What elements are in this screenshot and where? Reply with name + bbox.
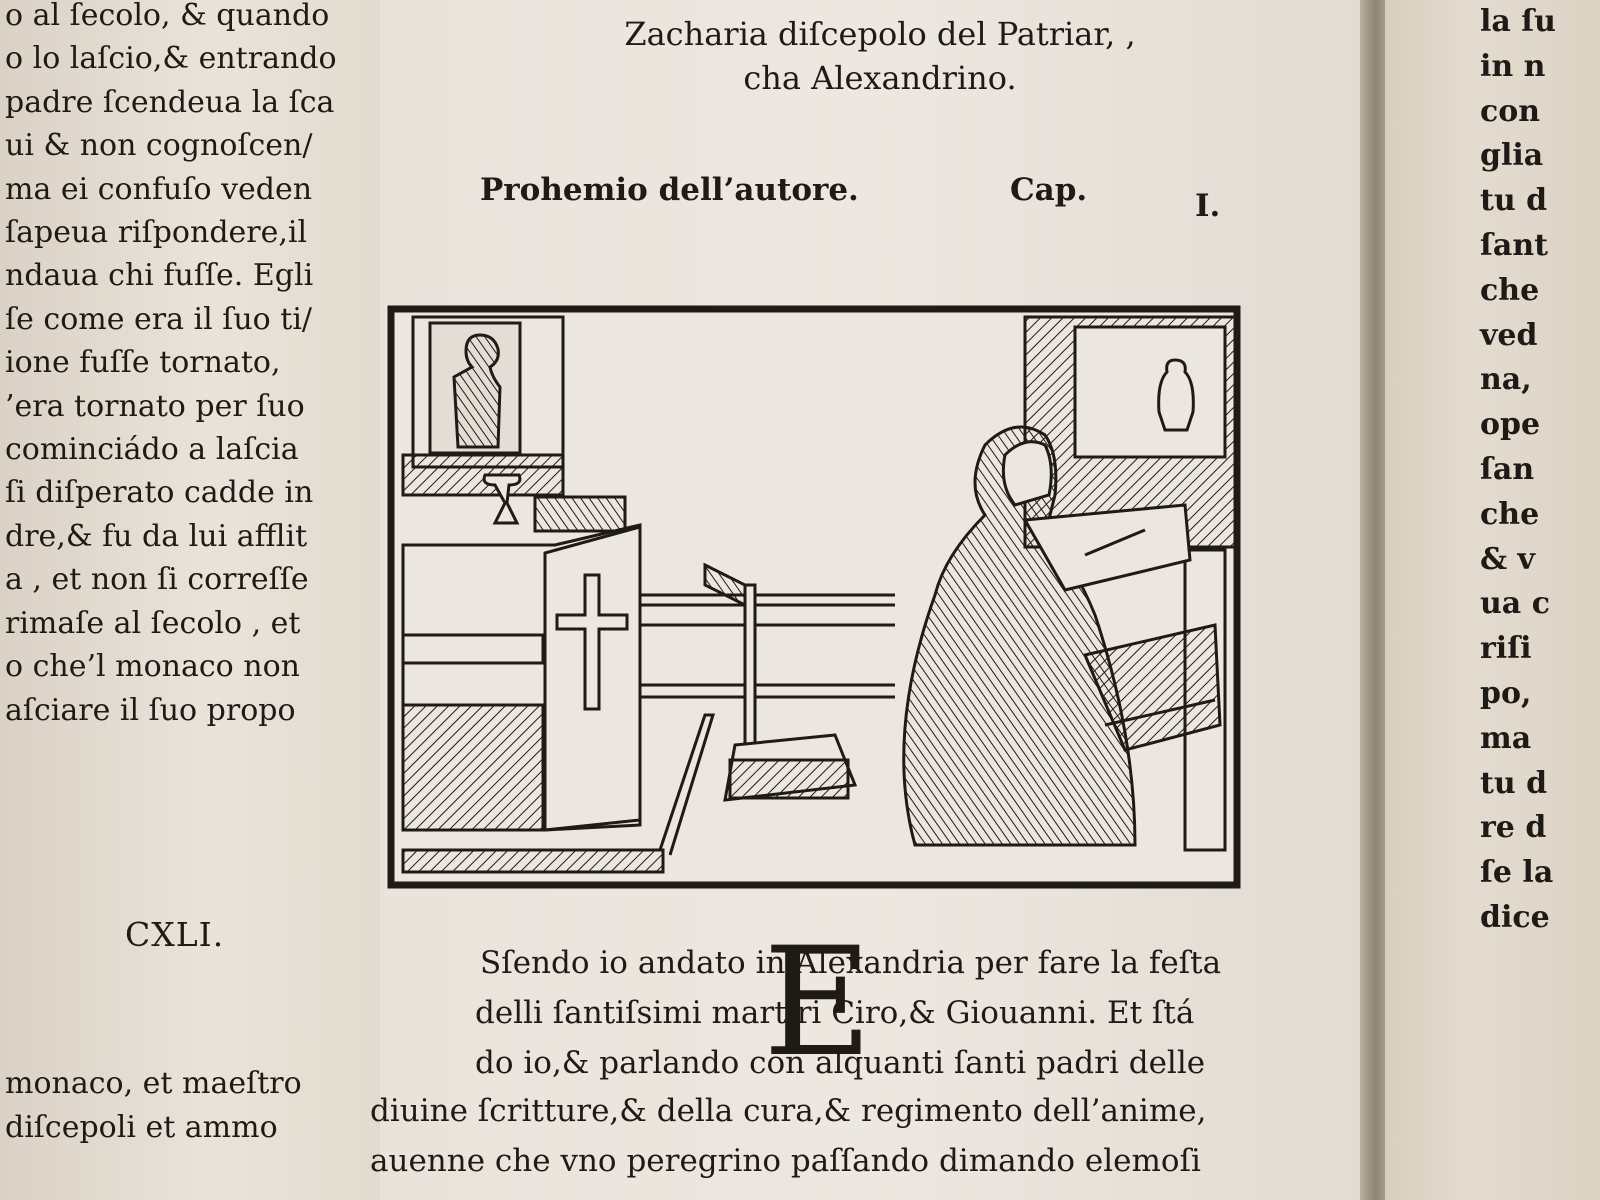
woodcut-illustration [385,305,1243,890]
text-line: padre ſcendeua la ſca [5,84,335,120]
text-line: ſan [1480,451,1535,487]
folio-number: CXLI. [125,915,225,954]
body-line: Sſendo io andato in Alexandria per fare la feſta [480,945,1222,981]
text-line: riſi [1480,631,1532,667]
heading-line: cha Alexandrino. [743,59,1017,97]
text-line: in n [1480,48,1546,84]
body-line: delli ſantiſsimi martiri Ciro,& Giouanni. Et ſtá [475,995,1195,1031]
text-line: ione fuſſe tornato, [5,345,281,381]
text-line: dice [1480,899,1550,935]
text-line: ui & non cognoſcen/ [5,128,313,164]
text-line: o lo laſcio,& entrando [5,41,337,77]
text-line: ope [1480,407,1541,443]
text-line: che [1480,496,1540,532]
chapter-number: I. [1195,188,1221,224]
chapter-heading [560,0,1200,100]
text-line: glia [1480,138,1544,174]
text-line: monaco, et maeſtro [5,1066,302,1101]
text-line: ved [1480,317,1538,353]
text-line: aſciare il ſuo propo [5,692,296,728]
right-page-text [1480,0,1556,941]
text-line: ua c [1480,586,1550,622]
right-page [1385,0,1600,1200]
left-page-lower-text [5,1062,302,1150]
text-line: o che’l monaco non [5,649,300,685]
text-line: po, [1480,675,1532,711]
text-line: ſant [1480,227,1549,263]
text-line: ma [1480,720,1532,756]
text-line: ſapeua riſpondere,il [5,215,308,251]
left-page-text [5,0,337,732]
text-line: ſi diſperato cadde in [5,475,314,511]
text-line: ndaua chi fuſſe. Egli [5,258,314,294]
text-line: ma ei confuſo veden [5,171,313,207]
text-line: ſe la [1480,855,1554,891]
text-line: con [1480,93,1541,129]
text-line: dre,& fu da lui afflit [5,518,308,554]
text-line: diſcepoli et ammo [5,1110,278,1145]
body-line: do io,& parlando con alquanti ſanti padri delle [475,1045,1206,1081]
text-line: tu d [1480,765,1548,801]
text-line: ſe come era il ſuo ti/ [5,301,313,337]
body-line: diuine ſcritture,& della cura,& regimento dell’anime, [370,1093,1207,1129]
body-line: auenne che vno peregrino paſſando dimando elemoſi [370,1143,1201,1179]
text-line: che [1480,272,1540,308]
text-line: ’era tornato per ſuo [5,388,305,424]
book-gutter [1360,0,1385,1200]
drop-cap-initial: E [763,916,873,1090]
text-line: o al ſecolo, & quando [5,0,330,33]
text-line: cominciádo a laſcia [5,432,299,468]
section-title: Prohemio dell’autore. [480,172,859,208]
text-line: & v [1480,541,1535,577]
text-line: a , et non ſi correſſe [5,562,309,598]
text-line: rimaſe al ſecolo , et [5,605,301,641]
chapter-label: Cap. [1010,172,1088,208]
text-line: la ſu [1480,4,1556,39]
text-line: na, [1480,362,1532,398]
text-line: re d [1480,810,1547,846]
text-line: tu d [1480,183,1548,219]
left-page [0,0,380,1200]
heading-line: Zacharia diſcepolo del Patriar, , [624,15,1136,53]
